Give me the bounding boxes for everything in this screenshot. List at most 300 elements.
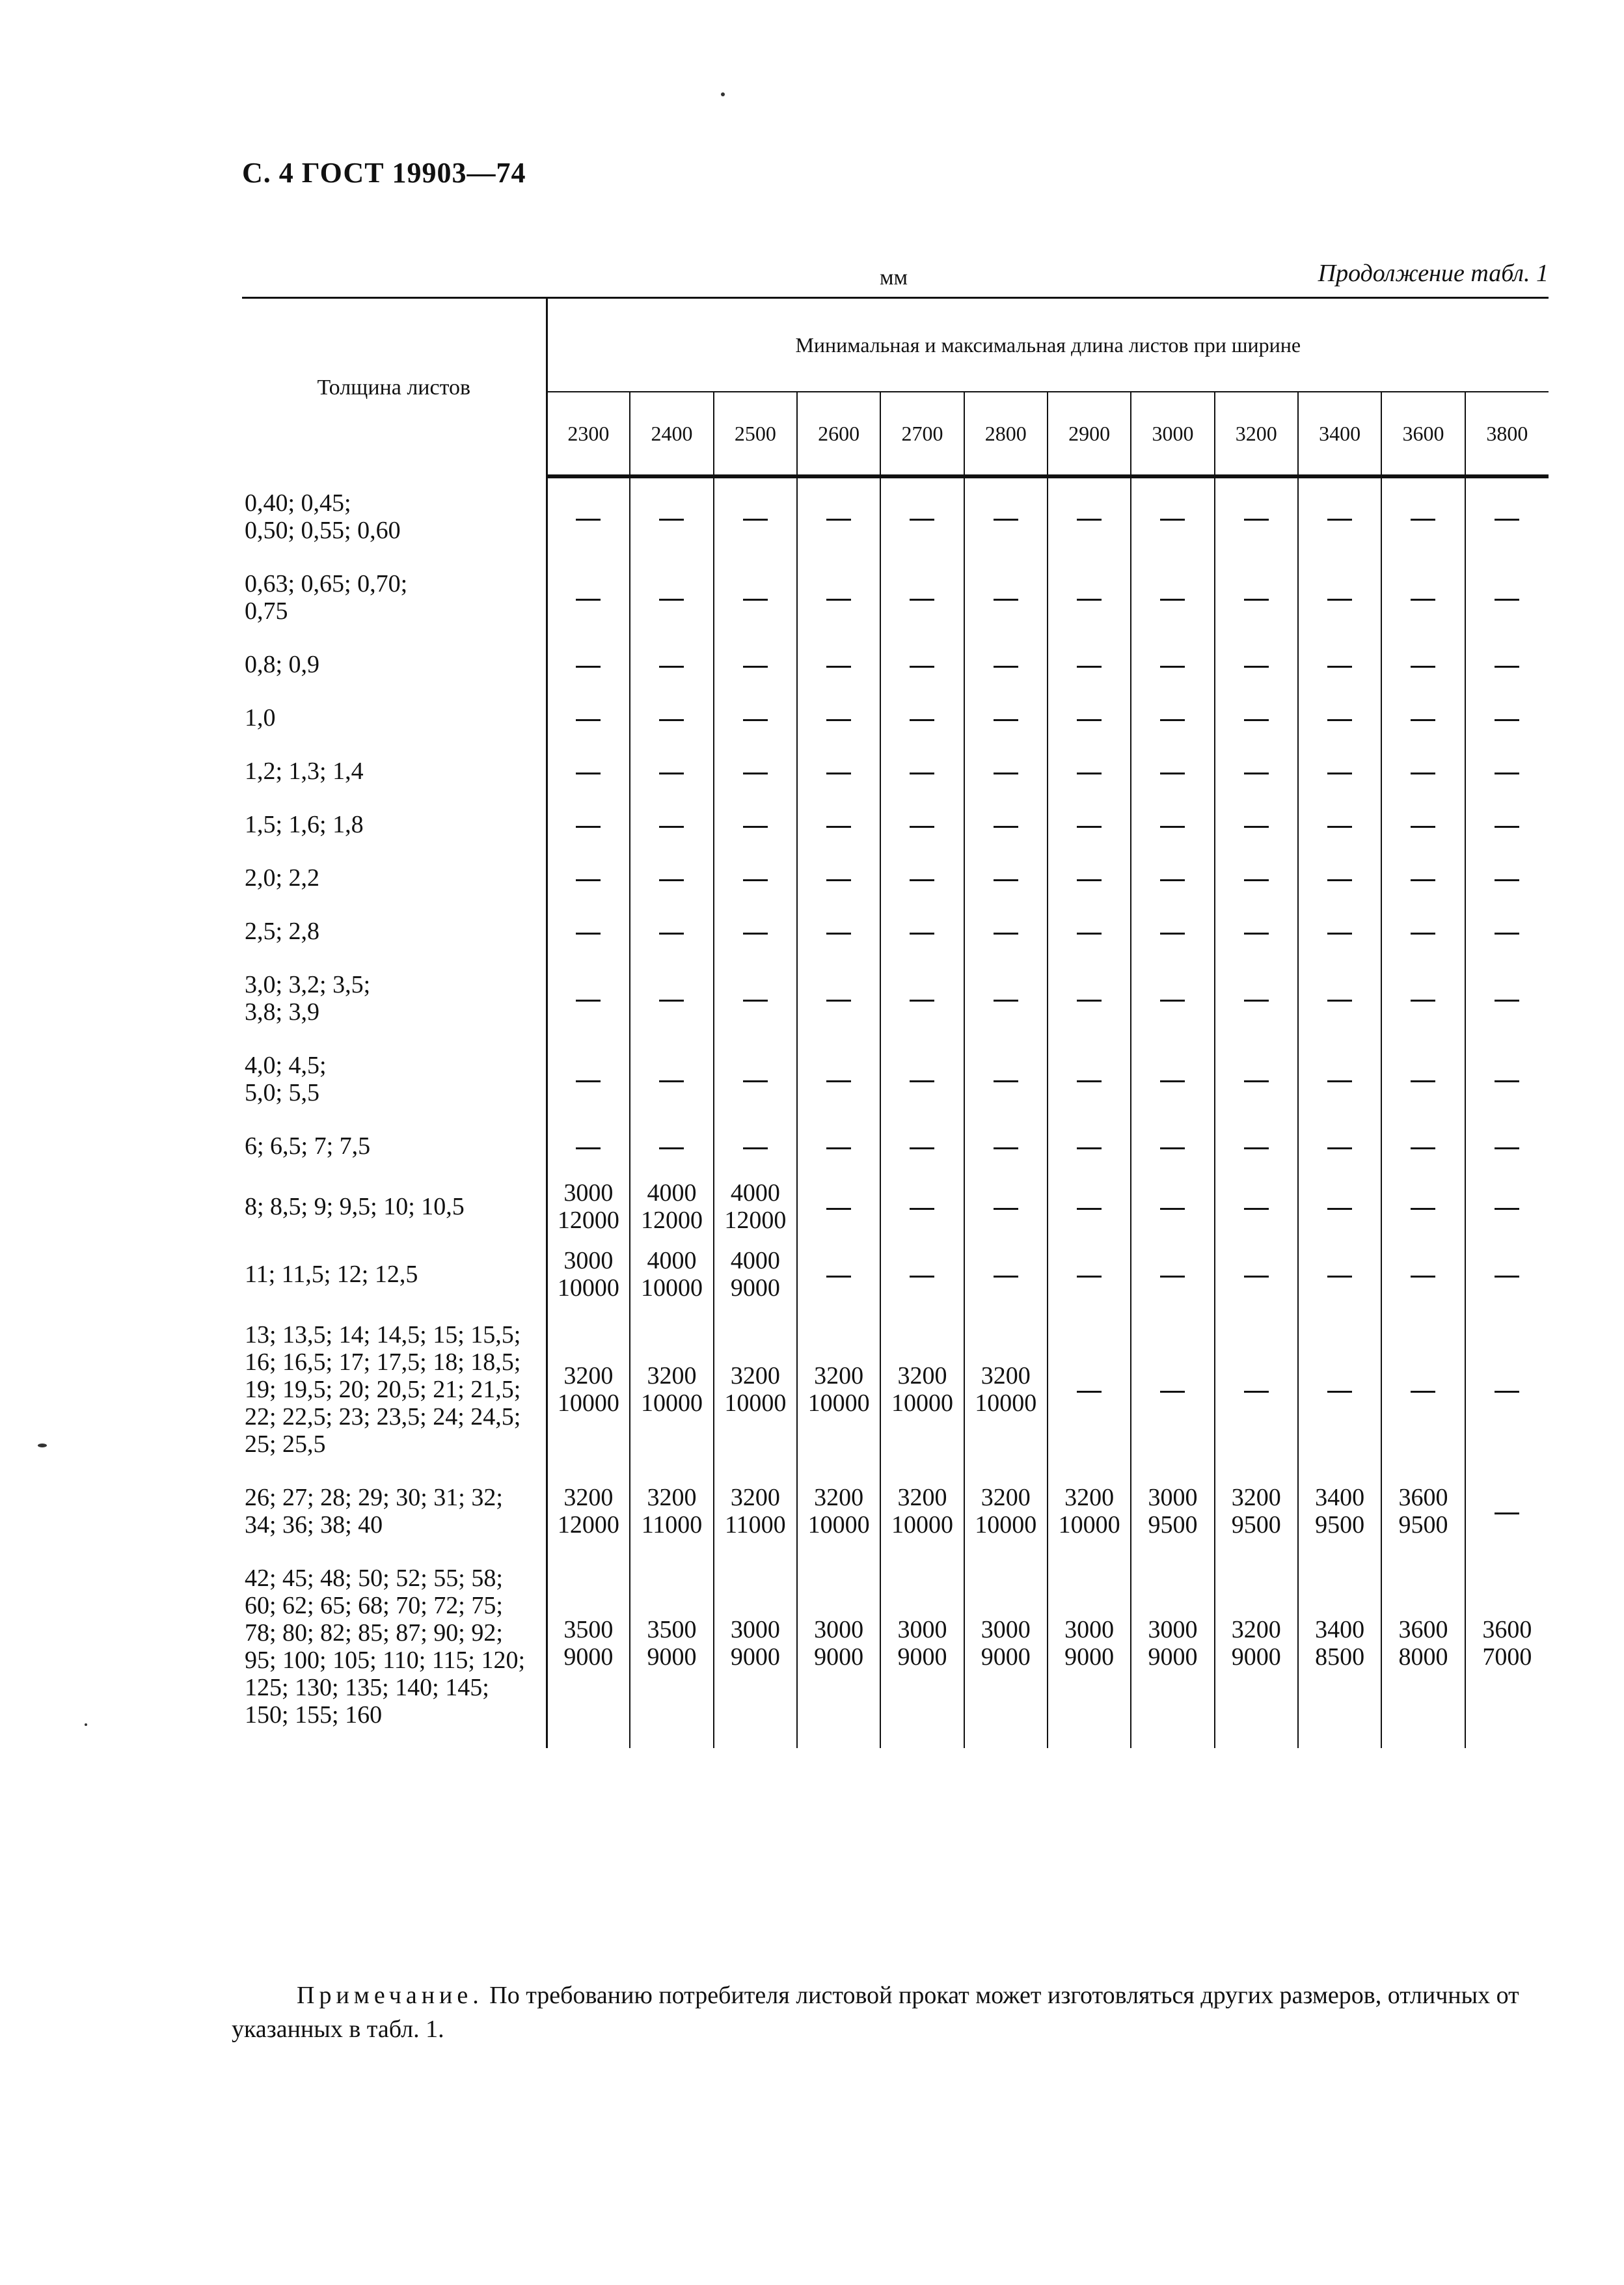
empty-cell <box>880 745 964 798</box>
empty-cell <box>1048 638 1131 691</box>
empty-cell <box>1048 798 1131 851</box>
dash-mark <box>1160 1276 1185 1278</box>
dash-mark <box>743 599 768 601</box>
dash-mark <box>1327 1080 1352 1082</box>
empty-cell <box>1381 638 1465 691</box>
dash-mark <box>1244 1147 1269 1149</box>
length-range-cell <box>547 1240 630 1308</box>
empty-cell <box>630 1039 713 1119</box>
dash-mark <box>576 933 601 935</box>
dash-mark <box>1411 879 1435 881</box>
thickness-header: Толщина листов <box>242 298 547 477</box>
max-length: 9500 <box>1315 1511 1365 1539</box>
thickness-line: 2,0; 2,2 <box>245 864 320 892</box>
table-row <box>242 1240 1549 1308</box>
scan-speck <box>38 1444 47 1447</box>
empty-cell <box>964 745 1048 798</box>
dash-mark <box>1244 1000 1269 1002</box>
dash-mark <box>1077 666 1102 668</box>
dash-mark <box>994 599 1018 601</box>
dash-mark <box>576 773 601 774</box>
empty-cell <box>1381 798 1465 851</box>
max-length: 9000 <box>981 1643 1031 1671</box>
empty-cell <box>1048 958 1131 1039</box>
empty-cell <box>1048 557 1131 638</box>
thickness-line: 0,40; 0,45; <box>245 489 351 517</box>
empty-cell <box>1131 851 1214 905</box>
dash-mark <box>743 1147 768 1149</box>
length-range-cell <box>547 1552 630 1748</box>
empty-cell <box>547 1119 630 1173</box>
dash-mark <box>1244 599 1269 601</box>
max-length: 10000 <box>891 1389 953 1417</box>
dash-mark <box>1495 1000 1519 1002</box>
length-range-cell <box>797 1552 880 1748</box>
max-length: 10000 <box>557 1389 619 1417</box>
dash-mark <box>1327 879 1352 881</box>
max-length: 10000 <box>807 1511 870 1539</box>
dash-mark <box>994 1147 1018 1149</box>
table-row <box>242 745 1549 798</box>
table-row <box>242 1471 1549 1552</box>
thickness-cell <box>242 476 547 557</box>
empty-cell <box>547 745 630 798</box>
empty-cell <box>1298 638 1381 691</box>
empty-cell <box>1215 1173 1298 1240</box>
dash-mark <box>1077 1276 1102 1278</box>
dash-mark <box>1411 1147 1435 1149</box>
dash-mark <box>1495 519 1519 521</box>
empty-cell <box>880 851 964 905</box>
scan-speck <box>85 1723 87 1726</box>
width-header-cell: 2800 <box>964 392 1048 476</box>
length-range-cell <box>1131 1471 1214 1552</box>
dash-mark <box>1495 1276 1519 1278</box>
empty-cell <box>1131 1240 1214 1308</box>
empty-cell <box>714 476 797 557</box>
empty-cell <box>1131 476 1214 557</box>
thickness-line: 78; 80; 82; 85; 87; 90; 92; <box>245 1619 503 1647</box>
empty-cell <box>964 1119 1048 1173</box>
empty-cell <box>1298 851 1381 905</box>
thickness-cell <box>242 1039 547 1119</box>
table-row <box>242 851 1549 905</box>
thickness-cell <box>242 638 547 691</box>
empty-cell <box>547 1039 630 1119</box>
min-length: 3200 <box>814 1362 864 1389</box>
length-range-cell <box>964 1471 1048 1552</box>
min-length: 3000 <box>563 1179 614 1207</box>
dash-mark <box>1495 773 1519 774</box>
empty-cell <box>797 638 880 691</box>
dash-mark <box>910 933 934 935</box>
min-length: 3200 <box>897 1484 947 1511</box>
empty-cell <box>547 905 630 958</box>
empty-cell <box>630 851 713 905</box>
width-header-cell: 3800 <box>1465 392 1549 476</box>
thickness-line: 8; 8,5; 9; 9,5; 10; 10,5 <box>245 1193 465 1220</box>
empty-cell <box>714 851 797 905</box>
empty-cell <box>1131 1173 1214 1240</box>
note-text: По требованию потребителя листовой прокат может изготовляться других размеров, отличных от указанных в табл. 1. <box>232 1982 1519 2043</box>
dash-mark <box>1495 1512 1519 1514</box>
empty-cell <box>1465 905 1549 958</box>
dash-mark <box>1495 1208 1519 1210</box>
min-length: 3200 <box>981 1362 1031 1389</box>
dash-mark <box>910 519 934 521</box>
empty-cell <box>1131 691 1214 745</box>
thickness-cell <box>242 905 547 958</box>
min-length: 3200 <box>1231 1484 1281 1511</box>
empty-cell <box>1298 1173 1381 1240</box>
dash-mark <box>743 879 768 881</box>
dash-mark <box>994 1080 1018 1082</box>
empty-cell <box>714 905 797 958</box>
length-range-cell <box>1048 1471 1131 1552</box>
max-length: 10000 <box>891 1511 953 1539</box>
empty-cell <box>1215 1119 1298 1173</box>
length-range-cell <box>797 1308 880 1471</box>
max-length: 9000 <box>563 1643 614 1671</box>
dash-mark <box>910 1080 934 1082</box>
empty-cell <box>1298 1308 1381 1471</box>
length-range-cell <box>714 1552 797 1748</box>
length-range-cell <box>630 1173 713 1240</box>
dash-mark <box>659 719 684 721</box>
empty-cell <box>797 557 880 638</box>
width-header-cell: 2900 <box>1048 392 1131 476</box>
max-length: 10000 <box>975 1511 1037 1539</box>
dash-mark <box>994 1276 1018 1278</box>
thickness-cell <box>242 1471 547 1552</box>
empty-cell <box>880 1173 964 1240</box>
dash-mark <box>910 826 934 828</box>
min-length: 3000 <box>1148 1616 1198 1643</box>
thickness-cell <box>242 1308 547 1471</box>
empty-cell <box>964 851 1048 905</box>
max-length: 10000 <box>975 1389 1037 1417</box>
min-length: 3400 <box>1315 1484 1365 1511</box>
length-range-cell <box>714 1240 797 1308</box>
dash-mark <box>1077 773 1102 774</box>
empty-cell <box>1048 851 1131 905</box>
empty-cell <box>1215 638 1298 691</box>
empty-cell <box>797 1039 880 1119</box>
table-continuation-label: Продолжение табл. 1 <box>1318 260 1549 287</box>
thickness-line: 19; 19,5; 20; 20,5; 21; 21,5; <box>245 1376 521 1403</box>
dash-mark <box>1411 719 1435 721</box>
empty-cell <box>1381 745 1465 798</box>
empty-cell <box>630 798 713 851</box>
dash-mark <box>1077 1391 1102 1393</box>
length-range-cell <box>1131 1552 1214 1748</box>
empty-cell <box>547 638 630 691</box>
empty-cell <box>1465 1039 1549 1119</box>
dash-mark <box>1160 1208 1185 1210</box>
dash-mark <box>1495 599 1519 601</box>
length-range-cell <box>1048 1552 1131 1748</box>
empty-cell <box>1131 798 1214 851</box>
empty-cell <box>1215 798 1298 851</box>
dash-mark <box>1495 719 1519 721</box>
width-header: Минимальная и максимальная длина листов при ширине <box>547 298 1549 392</box>
dash-mark <box>659 933 684 935</box>
empty-cell <box>1381 1308 1465 1471</box>
dash-mark <box>1411 519 1435 521</box>
table-row <box>242 905 1549 958</box>
max-length: 7000 <box>1482 1643 1532 1671</box>
dash-mark <box>826 719 851 721</box>
table-row <box>242 798 1549 851</box>
empty-cell <box>1298 557 1381 638</box>
dash-mark <box>1160 773 1185 774</box>
empty-cell <box>1215 1039 1298 1119</box>
empty-cell <box>714 745 797 798</box>
min-length: 3200 <box>647 1362 697 1389</box>
dash-mark <box>994 826 1018 828</box>
dash-mark <box>1077 599 1102 601</box>
empty-cell <box>1048 1173 1131 1240</box>
dash-mark <box>910 599 934 601</box>
thickness-line: 1,5; 1,6; 1,8 <box>245 811 364 838</box>
empty-cell <box>1381 905 1465 958</box>
dash-mark <box>659 1080 684 1082</box>
min-length: 3200 <box>730 1484 780 1511</box>
empty-cell <box>1131 905 1214 958</box>
dash-mark <box>1327 826 1352 828</box>
empty-cell <box>964 798 1048 851</box>
length-range-cell <box>880 1308 964 1471</box>
max-length: 9000 <box>1231 1643 1281 1671</box>
width-header-cell: 2300 <box>547 392 630 476</box>
dash-mark <box>826 666 851 668</box>
empty-cell <box>1465 851 1549 905</box>
dash-mark <box>576 879 601 881</box>
dash-mark <box>1077 1208 1102 1210</box>
length-range-cell <box>1298 1471 1381 1552</box>
max-length: 9000 <box>647 1643 697 1671</box>
dash-mark <box>910 1147 934 1149</box>
length-range-cell <box>714 1308 797 1471</box>
max-length: 11000 <box>641 1511 703 1539</box>
dash-mark <box>1077 519 1102 521</box>
max-length: 9000 <box>897 1643 947 1671</box>
min-length: 4000 <box>730 1179 780 1207</box>
empty-cell <box>630 905 713 958</box>
empty-cell <box>1465 476 1549 557</box>
dash-mark <box>826 1080 851 1082</box>
width-header-cell: 3600 <box>1381 392 1465 476</box>
empty-cell <box>547 691 630 745</box>
empty-cell <box>1381 851 1465 905</box>
thickness-line: 3,0; 3,2; 3,5; <box>245 971 371 998</box>
empty-cell <box>797 691 880 745</box>
dash-mark <box>826 1000 851 1002</box>
dash-mark <box>1160 826 1185 828</box>
empty-cell <box>797 476 880 557</box>
empty-cell <box>1131 958 1214 1039</box>
dash-mark <box>659 666 684 668</box>
dash-mark <box>994 879 1018 881</box>
empty-cell <box>1465 691 1549 745</box>
dash-mark <box>1077 933 1102 935</box>
dash-mark <box>1411 599 1435 601</box>
empty-cell <box>1298 1039 1381 1119</box>
empty-cell <box>1298 1240 1381 1308</box>
empty-cell <box>1048 691 1131 745</box>
empty-cell <box>964 905 1048 958</box>
dash-mark <box>1244 666 1269 668</box>
length-range-cell <box>1381 1552 1465 1748</box>
dash-mark <box>1244 719 1269 721</box>
thickness-cell <box>242 958 547 1039</box>
empty-cell <box>1465 1119 1549 1173</box>
length-range-cell <box>964 1552 1048 1748</box>
min-length: 3200 <box>1231 1616 1281 1643</box>
dash-mark <box>576 719 601 721</box>
thickness-line: 4,0; 4,5; <box>245 1052 327 1079</box>
dash-mark <box>659 1147 684 1149</box>
max-length: 9500 <box>1231 1511 1281 1539</box>
dash-mark <box>1244 1276 1269 1278</box>
dash-mark <box>1327 1208 1352 1210</box>
empty-cell <box>880 798 964 851</box>
min-length: 3000 <box>563 1247 614 1274</box>
thickness-line: 0,63; 0,65; 0,70; <box>245 570 408 597</box>
thickness-cell <box>242 745 547 798</box>
empty-cell <box>630 958 713 1039</box>
dash-mark <box>1327 773 1352 774</box>
dash-mark <box>826 599 851 601</box>
max-length: 10000 <box>557 1274 619 1302</box>
dash-mark <box>1160 666 1185 668</box>
empty-cell <box>714 557 797 638</box>
dash-mark <box>1077 879 1102 881</box>
length-range-cell <box>714 1471 797 1552</box>
empty-cell <box>964 1039 1048 1119</box>
empty-cell <box>797 905 880 958</box>
empty-cell <box>1048 1039 1131 1119</box>
empty-cell <box>880 476 964 557</box>
empty-cell <box>1298 691 1381 745</box>
empty-cell <box>797 851 880 905</box>
empty-cell <box>1465 557 1549 638</box>
dash-mark <box>1411 1000 1435 1002</box>
thickness-line: 95; 100; 105; 110; 115; 120; <box>245 1647 526 1674</box>
empty-cell <box>630 557 713 638</box>
empty-cell <box>1131 1119 1214 1173</box>
length-range-cell <box>1215 1552 1298 1748</box>
empty-cell <box>1465 1240 1549 1308</box>
dash-mark <box>1411 666 1435 668</box>
empty-cell <box>1381 958 1465 1039</box>
min-length: 3000 <box>1064 1616 1115 1643</box>
empty-cell <box>1465 958 1549 1039</box>
empty-cell <box>1298 476 1381 557</box>
table-note <box>232 1978 1546 2046</box>
empty-cell <box>964 638 1048 691</box>
min-length: 3200 <box>897 1362 947 1389</box>
thickness-line: 26; 27; 28; 29; 30; 31; 32; <box>245 1484 503 1511</box>
dash-mark <box>1244 1391 1269 1393</box>
dash-mark <box>1160 1147 1185 1149</box>
dash-mark <box>994 933 1018 935</box>
min-length: 3000 <box>814 1616 864 1643</box>
table-body <box>242 476 1549 1748</box>
empty-cell <box>797 745 880 798</box>
max-length: 12000 <box>724 1207 787 1234</box>
thickness-line: 13; 13,5; 14; 14,5; 15; 15,5; <box>245 1321 521 1348</box>
note-label: Примечание. <box>297 1982 483 2009</box>
empty-cell <box>714 798 797 851</box>
thickness-line: 3,8; 3,9 <box>245 998 320 1026</box>
dash-mark <box>1160 519 1185 521</box>
dash-mark <box>994 666 1018 668</box>
table-row <box>242 1308 1549 1471</box>
width-header-cell: 3400 <box>1298 392 1381 476</box>
length-range-cell <box>630 1552 713 1748</box>
thickness-line: 60; 62; 65; 68; 70; 72; 75; <box>245 1592 503 1619</box>
thickness-cell <box>242 1119 547 1173</box>
empty-cell <box>1465 638 1549 691</box>
empty-cell <box>1215 1240 1298 1308</box>
dash-mark <box>826 1276 851 1278</box>
thickness-line: 0,50; 0,55; 0,60 <box>245 517 401 544</box>
dash-mark <box>910 1000 934 1002</box>
width-header-cell: 3000 <box>1131 392 1214 476</box>
empty-cell <box>964 691 1048 745</box>
dash-mark <box>910 666 934 668</box>
thickness-cell <box>242 1552 547 1748</box>
dash-mark <box>1244 1208 1269 1210</box>
dash-mark <box>1495 826 1519 828</box>
empty-cell <box>797 1173 880 1240</box>
min-length: 4000 <box>647 1247 697 1274</box>
empty-cell <box>1298 798 1381 851</box>
empty-cell <box>1381 691 1465 745</box>
dash-mark <box>576 666 601 668</box>
min-length: 3500 <box>647 1616 697 1643</box>
dash-mark <box>1077 826 1102 828</box>
unit-label: мм <box>880 266 908 290</box>
empty-cell <box>1048 1119 1131 1173</box>
dash-mark <box>1077 1080 1102 1082</box>
dash-mark <box>1327 666 1352 668</box>
max-length: 9000 <box>1148 1643 1198 1671</box>
length-range-cell <box>547 1308 630 1471</box>
thickness-cell <box>242 798 547 851</box>
empty-cell <box>1131 745 1214 798</box>
empty-cell <box>1381 1039 1465 1119</box>
empty-cell <box>964 1173 1048 1240</box>
max-length: 9500 <box>1398 1511 1448 1539</box>
dash-mark <box>826 519 851 521</box>
dash-mark <box>743 519 768 521</box>
max-length: 9000 <box>730 1643 780 1671</box>
length-range-cell <box>1215 1471 1298 1552</box>
empty-cell <box>1381 1173 1465 1240</box>
dash-mark <box>994 1000 1018 1002</box>
empty-cell <box>630 745 713 798</box>
empty-cell <box>880 1240 964 1308</box>
empty-cell <box>1381 1119 1465 1173</box>
dash-mark <box>826 933 851 935</box>
max-length: 10000 <box>807 1389 870 1417</box>
max-length: 8000 <box>1398 1643 1448 1671</box>
length-range-cell <box>797 1471 880 1552</box>
empty-cell <box>714 958 797 1039</box>
table-row <box>242 958 1549 1039</box>
